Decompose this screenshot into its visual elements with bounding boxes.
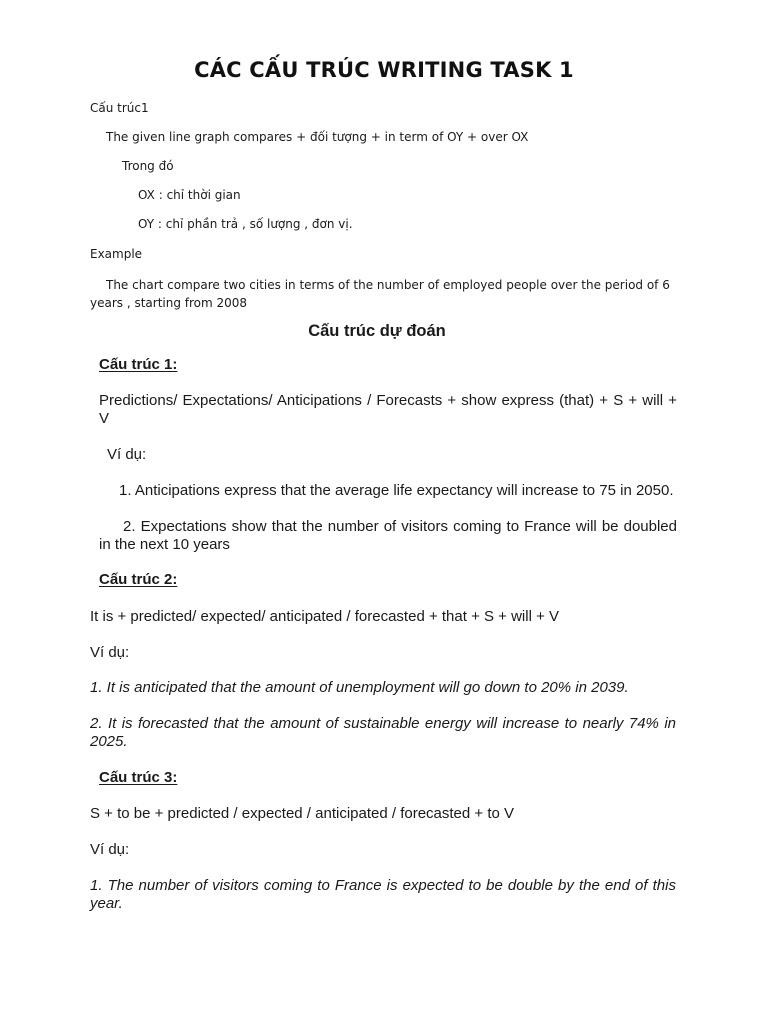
- where-label: Trong đó: [122, 159, 174, 173]
- prediction-structure-1-title: Cấu trúc 1:: [99, 356, 178, 373]
- prediction-structure-3-example-1: 1. The number of visitors coming to France is expected to be double by the end of this year.: [90, 877, 676, 912]
- page-title: CÁC CẤU TRÚC WRITING TASK 1: [194, 58, 574, 82]
- prediction-structure-1-example-2: 2. Expectations show that the number of visitors coming to France will be doubled in the next 10 years: [99, 518, 677, 553]
- prediction-structure-2-example-2: 2. It is forecasted that the amount of sustainable energy will increase to nearly 74% in 2025.: [90, 715, 676, 750]
- prediction-structure-1-example-label: Ví dụ:: [107, 446, 147, 463]
- example-label: Example: [90, 247, 143, 261]
- prediction-structure-2-title: Cấu trúc 2:: [99, 571, 178, 588]
- oy-definition: OY : chỉ phần trả , số lượng , đơn vị.: [138, 217, 353, 231]
- prediction-structure-1-formula: Predictions/ Expectations/ Anticipations / Forecasts + show express (that) + S + will + V: [99, 392, 677, 427]
- prediction-structure-2-example-1: 1. It is anticipated that the amount of unemployment will go down to 20% in 2039.: [90, 679, 629, 696]
- prediction-structure-2-formula: It is + predicted/ expected/ anticipated / forecasted + that + S + will + V: [90, 608, 560, 625]
- section-heading: Cấu trúc dự đoán: [308, 322, 446, 340]
- prediction-structure-2-example-label: Ví dụ:: [90, 644, 130, 661]
- structure-1-formula: The given line graph compares + đối tượng + in term of OY + over OX: [106, 130, 529, 144]
- prediction-structure-3-formula: S + to be + predicted / expected / anticipated / forecasted + to V: [90, 805, 515, 822]
- ox-definition: OX : chỉ thời gian: [138, 188, 241, 202]
- prediction-structure-3-example-label: Ví dụ:: [90, 841, 130, 858]
- prediction-structure-1-example-1: 1. Anticipations express that the average life expectancy will increase to 75 in 2050.: [119, 482, 674, 499]
- example-text: The chart compare two cities in terms of the number of employed people over the period of 6 years , starting from 2008: [90, 278, 670, 310]
- structure-1-label: Cấu trúc1: [90, 101, 149, 115]
- prediction-structure-3-title: Cấu trúc 3:: [99, 769, 178, 786]
